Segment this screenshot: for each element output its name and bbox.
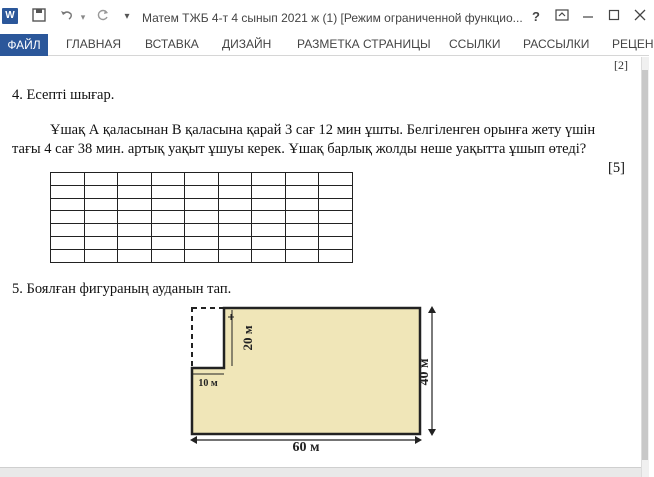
grid-cell[interactable] <box>151 185 185 198</box>
grid-cell[interactable] <box>319 173 353 186</box>
grid-cell[interactable] <box>285 249 319 262</box>
grid-cell[interactable] <box>319 185 353 198</box>
tab-file[interactable]: ФАЙЛ <box>0 34 48 56</box>
grid-cell[interactable] <box>84 236 118 249</box>
grid-cell[interactable] <box>185 173 219 186</box>
grid-cell[interactable] <box>185 185 219 198</box>
ribbon-display-options-icon[interactable] <box>552 8 572 26</box>
grid-row <box>51 211 353 224</box>
page-boundary <box>0 467 641 477</box>
window-title: Матем ТЖБ 4-т 4 сынып 2021 ж (1) [Режим ограниченной функцио... <box>142 11 523 25</box>
grid-cell[interactable] <box>285 185 319 198</box>
grid-row <box>51 236 353 249</box>
grid-cell[interactable] <box>118 173 152 186</box>
grid-cell[interactable] <box>118 236 152 249</box>
minimize-icon[interactable] <box>578 8 598 26</box>
grid-cell[interactable] <box>118 185 152 198</box>
restore-icon[interactable] <box>604 8 624 26</box>
shaded-region <box>192 308 420 434</box>
ribbon-tabs <box>0 34 654 56</box>
tab-page-layout[interactable]: РАЗМЕТКА СТРАНИЦЫ <box>297 37 431 51</box>
grid-cell[interactable] <box>51 173 85 186</box>
tab-home[interactable]: ГЛАВНАЯ <box>66 37 122 51</box>
grid-cell[interactable] <box>285 198 319 211</box>
grid-row <box>51 185 353 198</box>
grid-cell[interactable] <box>218 173 252 186</box>
grid-cell[interactable] <box>84 224 118 237</box>
label-40m: 40 м <box>417 358 432 386</box>
undo-dropdown-icon[interactable]: ▾ <box>80 12 86 22</box>
grid-row <box>51 224 353 237</box>
grid-cell[interactable] <box>218 249 252 262</box>
tab-review[interactable]: РЕЦЕН <box>612 37 654 51</box>
grid-cell[interactable] <box>319 211 353 224</box>
customize-qat-icon[interactable]: ▾ <box>124 11 130 22</box>
grid-cell[interactable] <box>285 224 319 237</box>
grid-cell[interactable] <box>252 236 286 249</box>
grid-cell[interactable] <box>218 198 252 211</box>
cutout-dashed-outline <box>192 308 224 368</box>
grid-cell[interactable] <box>252 211 286 224</box>
grid-cell[interactable] <box>84 185 118 198</box>
title-bar <box>0 0 649 34</box>
task5-heading: 5. Боялған фигураның ауданын тап. <box>12 281 232 297</box>
grid-cell[interactable] <box>51 185 85 198</box>
grid-cell[interactable] <box>218 211 252 224</box>
grid-cell[interactable] <box>285 236 319 249</box>
grid-cell[interactable] <box>118 211 152 224</box>
label-60m: 60 м <box>292 440 320 455</box>
grid-cell[interactable] <box>84 249 118 262</box>
grid-cell[interactable] <box>319 224 353 237</box>
grid-cell[interactable] <box>51 236 85 249</box>
help-button[interactable]: ? <box>532 9 540 24</box>
answer-grid[interactable] <box>50 172 353 263</box>
task4-text-line2: тағы 4 сағ 38 мин. артық уақыт ұшуы керек. Ұшақ барлық жолды неше уақытта ұшып өтеді? <box>12 141 587 157</box>
shaded-figure <box>180 300 450 460</box>
tab-design[interactable]: ДИЗАЙН <box>222 37 272 51</box>
grid-cell[interactable] <box>51 249 85 262</box>
grid-cell[interactable] <box>118 249 152 262</box>
grid-cell[interactable] <box>285 173 319 186</box>
grid-row <box>51 249 353 262</box>
scrollbar-thumb[interactable] <box>642 70 648 460</box>
grid-cell[interactable] <box>252 185 286 198</box>
grid-cell[interactable] <box>84 198 118 211</box>
grid-cell[interactable] <box>151 198 185 211</box>
grid-cell[interactable] <box>252 198 286 211</box>
grid-row <box>51 173 353 186</box>
save-icon[interactable] <box>30 7 48 27</box>
grid-row <box>51 198 353 211</box>
tab-insert[interactable]: ВСТАВКА <box>145 37 199 51</box>
grid-cell[interactable] <box>252 224 286 237</box>
grid-cell[interactable] <box>84 211 118 224</box>
grid-cell[interactable] <box>218 236 252 249</box>
grid-cell[interactable] <box>185 198 219 211</box>
grid-cell[interactable] <box>252 249 286 262</box>
grid-cell[interactable] <box>151 173 185 186</box>
tab-mailings[interactable]: РАССЫЛКИ <box>523 37 590 51</box>
grid-cell[interactable] <box>185 236 219 249</box>
grid-cell[interactable] <box>185 224 219 237</box>
word-app-icon[interactable]: W <box>2 8 18 24</box>
task4-text-line1: Ұшақ А қаласынан В қаласына қарай 3 сағ 12 мин ұшты. Белгіленген орынға жету үшін <box>50 122 596 138</box>
grid-cell[interactable] <box>185 211 219 224</box>
grid-cell[interactable] <box>118 224 152 237</box>
grid-cell[interactable] <box>118 198 152 211</box>
grid-cell[interactable] <box>151 224 185 237</box>
grid-cell[interactable] <box>252 173 286 186</box>
grid-cell[interactable] <box>51 224 85 237</box>
close-icon[interactable] <box>630 8 650 26</box>
task4-score: [5] <box>608 160 625 176</box>
grid-cell[interactable] <box>319 198 353 211</box>
label-10m: 10 м <box>198 378 218 389</box>
grid-cell[interactable] <box>218 224 252 237</box>
grid-cell[interactable] <box>319 249 353 262</box>
grid-cell[interactable] <box>185 249 219 262</box>
grid-cell[interactable] <box>218 185 252 198</box>
grid-cell[interactable] <box>319 236 353 249</box>
label-20m: 20 м <box>240 325 255 351</box>
grid-cell[interactable] <box>151 236 185 249</box>
grid-cell[interactable] <box>151 249 185 262</box>
grid-cell[interactable] <box>51 211 85 224</box>
tab-references[interactable]: ССЫЛКИ <box>449 37 501 51</box>
grid-cell[interactable] <box>151 211 185 224</box>
task4-heading: 4. Есепті шығар. <box>12 87 115 103</box>
grid-cell[interactable] <box>285 211 319 224</box>
redo-icon[interactable] <box>94 7 112 27</box>
cut-score-label: [2] <box>614 58 628 72</box>
grid-cell[interactable] <box>51 198 85 211</box>
grid-cell[interactable] <box>84 173 118 186</box>
